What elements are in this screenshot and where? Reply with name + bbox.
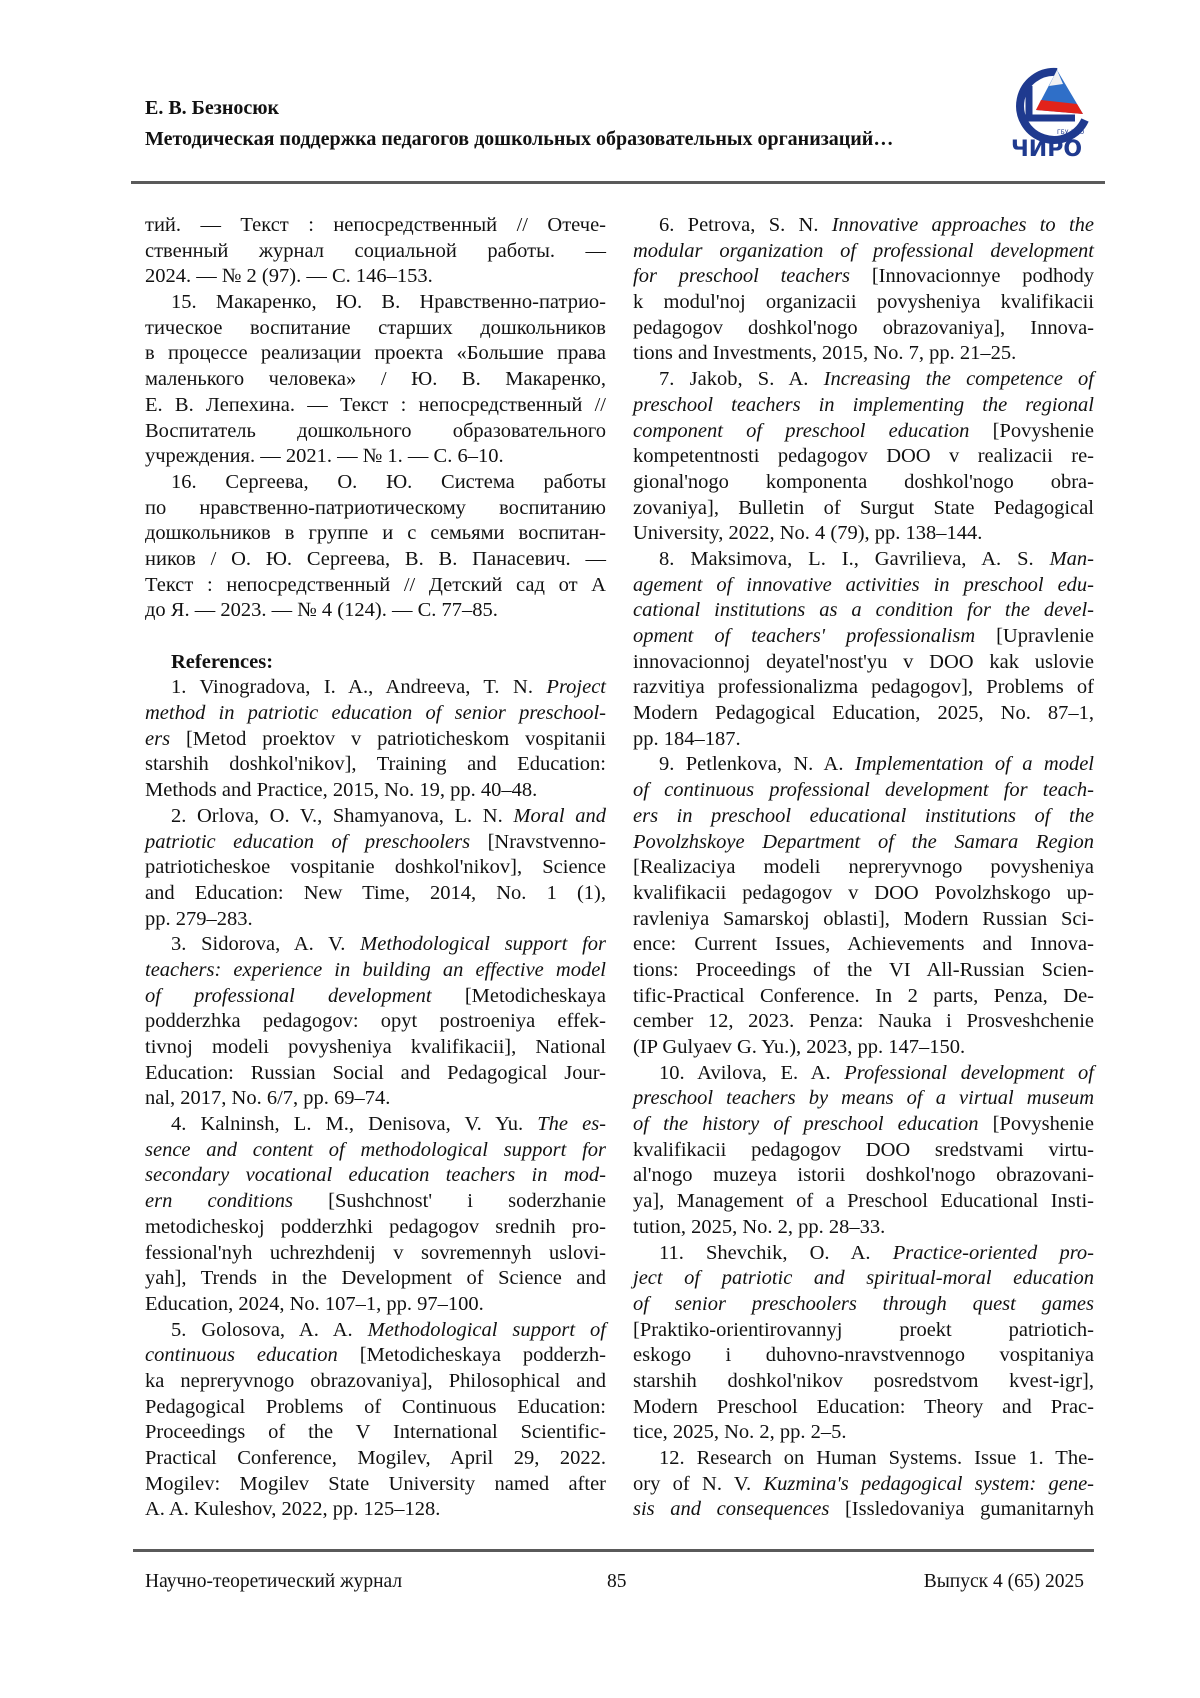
roman-text: 7. Jakob, S. A. [659,368,824,390]
roman-text: [Innovacionnye podhody [850,265,1094,287]
roman-text: Е. В. Лепехина. — Текст : непосредственный // [145,394,606,416]
roman-text: дошкольников в группе и с семьями воспитан- [145,522,606,544]
text-line [145,598,606,624]
italic-title: teachers: experience in building an effective model [145,959,606,981]
text-line [633,1009,1094,1035]
italic-title: Practice-oriented pro- [893,1242,1094,1264]
roman-text: ory of N. V. [633,1473,763,1495]
roman-text: (IP Gulyaev G. Yu.), 2023, pp. 147–150. [633,1036,965,1058]
text-line [633,444,1094,470]
text-line [633,1163,1094,1189]
text-line [633,932,1094,958]
text-line [633,855,1094,881]
italic-title: Innovative approaches to the [832,214,1094,236]
text-line [633,830,1094,856]
italic-title: Kuzmina's pedagogical system: gene- [763,1473,1094,1495]
text-line [145,393,606,419]
text-line [145,341,606,367]
text-line [145,419,606,445]
text-line [633,1369,1094,1395]
roman-text: patrioticheskoe vospitanie doshkol'nikov], Science [145,856,606,878]
text-line [633,393,1094,419]
text-line [633,470,1094,496]
page-number: 85 [607,1571,627,1593]
roman-text: [Upravlenie [975,625,1094,647]
text-line [145,984,606,1010]
roman-text: 10. Avilova, E. A. [659,1062,844,1084]
text-line [145,1215,606,1241]
text-line [633,1086,1094,1112]
roman-text: pedagogov doshkol'nogo obrazovaniya], Innova- [633,317,1094,339]
reference-entry [145,804,606,932]
roman-text: Education, 2024, No. 107–1, pp. 97–100. [145,1293,484,1315]
text-line [633,419,1094,445]
text-line [145,881,606,907]
italic-title: preschool teachers by means of a virtual museum [633,1087,1094,1109]
reference-entry [633,213,1094,367]
text-line [145,1266,606,1292]
italic-title: sence and content of methodological support for [145,1139,606,1161]
text-line [633,1061,1094,1087]
italic-title: Povolzhskoye Department of the Samara Region [633,831,1094,853]
text-line [145,932,606,958]
text-line [633,1472,1094,1498]
roman-text: ственный журнал социальной работы. — [145,240,606,262]
italic-title: of the history of preschool education [633,1113,979,1135]
italic-title: sis and consequences [633,1498,829,1520]
text-line [633,264,1094,290]
roman-text: 12. Research on Human Systems. Issue 1. The- [659,1447,1094,1469]
chiro-logo-icon [1005,64,1095,159]
text-line [633,1420,1094,1446]
reference-entry [145,470,606,624]
roman-text: eskogo i duhovno-nravstvennogo vospitaniya [633,1344,1094,1366]
roman-text: 2. Orlova, O. V., Shamyanova, L. N. [171,805,513,827]
text-line [145,804,606,830]
roman-text: gional'nogo komponenta doshkol'nogo obra- [633,471,1094,493]
text-line [145,778,606,804]
roman-text: kvalifikacii pedagogov DOO sredstvami virtu- [633,1139,1094,1161]
text-line [633,521,1094,547]
text-line [145,1318,606,1344]
italic-title: Methodological support of [368,1319,606,1341]
text-line [633,778,1094,804]
italic-title: The es- [537,1113,606,1135]
roman-text: Воспитатель дошкольного образовательного [145,420,606,442]
text-line [145,727,606,753]
text-line [145,1369,606,1395]
chiro-logo [1005,64,1095,159]
text-line [633,341,1094,367]
roman-text: kvalifikacii pedagogov v DOO Povolzhskogo up- [633,882,1094,904]
header-divider [131,181,1105,184]
text-line [633,598,1094,624]
roman-text: [Metodicheskaya podderzh- [338,1344,606,1366]
text-line [145,1061,606,1087]
roman-text: Methods and Practice, 2015, No. 19, pp. 40–48. [145,779,537,801]
roman-text: ence: Current Issues, Achievements and Innova- [633,933,1094,955]
italic-title: ers [145,728,170,750]
text-line [633,727,1094,753]
footer-issue: Выпуск 4 (65) 2025 [924,1571,1084,1593]
text-line [145,1189,606,1215]
italic-title: method in patriotic education of senior preschool- [145,702,606,724]
roman-text: Proceedings of the V International Scientific- [145,1421,606,1443]
italic-title: component of preschool education [633,420,969,442]
text-line [145,1138,606,1164]
text-line [145,239,606,265]
text-line [633,367,1094,393]
roman-text: 2024. — № 2 (97). — С. 146–153. [145,265,433,287]
reference-entry [633,1241,1094,1447]
text-line [633,1215,1094,1241]
text-line [633,752,1094,778]
roman-text: Education: Russian Social and Pedagogical Jour- [145,1062,606,1084]
italic-title: for preschool teachers [633,265,850,287]
text-line [633,624,1094,650]
roman-text: тическое воспитание старших дошкольников [145,317,606,339]
italic-title: Implementation of a model [855,753,1094,775]
text-line [633,213,1094,239]
italic-title: opment of teachers' professionalism [633,625,975,647]
roman-text: [Sushchnost' i soderzhanie [293,1190,606,1212]
text-line [145,521,606,547]
roman-text: tions and Investments, 2015, No. 7, pp. 21–25. [633,342,1016,364]
reference-entry [633,547,1094,753]
text-line [145,1395,606,1421]
text-line [633,958,1094,984]
roman-text: маленького человека» / Ю. В. Макаренко, [145,368,606,390]
left-column [145,213,606,1523]
logo-small-text: ГБУ ДПО [1057,129,1085,136]
roman-text: [Metod proektov v patrioticheskom vospitanii [170,728,606,750]
text-line [633,1112,1094,1138]
roman-text: 3. Sidorova, A. V. [171,933,360,955]
reference-entry [633,1061,1094,1241]
text-line [633,1189,1094,1215]
roman-text: yah], Trends in the Development of Science and [145,1267,606,1289]
text-line [145,264,606,290]
text-line [633,984,1094,1010]
italic-title: of professional development [145,985,432,1007]
text-line [145,547,606,573]
text-line [145,213,606,239]
text-line [633,881,1094,907]
roman-text: 16. Сергеева, О. Ю. Система работы [171,471,606,493]
roman-text: nal, 2017, No. 6/7, pp. 69–74. [145,1087,390,1109]
roman-text: [Praktiko-orientirovannyj proekt patriotich- [633,1319,1094,1341]
text-line [633,547,1094,573]
text-line [145,907,606,933]
roman-text: zovaniya], Bulletin of Surgut State Pedagogical [633,497,1094,519]
text-line [633,675,1094,701]
text-line [145,752,606,778]
italic-title: continuous education [145,1344,338,1366]
roman-text: 1. Vinogradova, I. A., Andreeva, T. N. [171,676,546,698]
text-line [633,290,1094,316]
text-line [633,239,1094,265]
roman-text: [Povyshenie [969,420,1094,442]
italic-title: modular organization of professional development [633,240,1094,262]
text-line [633,1292,1094,1318]
roman-text: 15. Макаренко, Ю. В. Нравственно-патрио- [171,291,606,313]
roman-text: tivnoj modeli povysheniya kvalifikacii], National [145,1036,606,1058]
reference-entry [145,1318,606,1524]
roman-text: tific-Practical Conference. In 2 parts, Penza, De- [633,985,1094,1007]
text-line [633,1241,1094,1267]
text-line [145,1086,606,1112]
roman-text: [Povyshenie [979,1113,1095,1135]
roman-text: 9. Petlenkova, N. A. [659,753,855,775]
text-line [145,830,606,856]
italic-title: ject of patriotic and spiritual-moral education [633,1267,1094,1289]
blank-line [145,624,606,650]
roman-text: 5. Golosova, A. A. [171,1319,368,1341]
text-line [145,1472,606,1498]
text-line [145,958,606,984]
text-line [633,496,1094,522]
text-line [633,1395,1094,1421]
text-line [145,444,606,470]
roman-text: pp. 184–187. [633,728,741,750]
roman-text: and Education: New Time, 2014, No. 1 (1), [145,882,606,904]
roman-text: 8. Maksimova, L. I., Gavrilieva, A. S. [659,548,1050,570]
text-line [145,855,606,881]
roman-text: ravleniya Samarskoj oblasti], Modern Russian Sci- [633,908,1094,930]
text-line [633,573,1094,599]
text-line [145,573,606,599]
italic-title: ern conditions [145,1190,293,1212]
roman-text: 6. Petrova, S. N. [659,214,832,236]
italic-title: Methodological support for [360,933,606,955]
roman-text: cember 12, 2023. Penza: Nauka i Prosveshchenie [633,1010,1094,1032]
roman-text: [Realizaciya modeli nepreryvnogo povysheniya [633,856,1094,878]
italic-title: Increasing the competence of [824,368,1094,390]
roman-text: razvitiya professionalizma pedagogov], Problems of [633,676,1094,698]
roman-text: tice, 2025, No. 2, pp. 2–5. [633,1421,847,1443]
text-line [145,1009,606,1035]
italic-title: Moral and [513,805,606,827]
text-line [633,1138,1094,1164]
text-line [633,1035,1094,1061]
roman-text: в процессе реализации проекта «Большие права [145,342,606,364]
roman-text: University, 2022, No. 4 (79), pp. 138–144. [633,522,982,544]
roman-text: A. A. Kuleshov, 2022, pp. 125–128. [145,1498,440,1520]
roman-text: k modul'noj organizacii povysheniya kvalifikacii [633,291,1094,313]
reference-entry [145,932,606,1112]
roman-text: 11. Shevchik, O. A. [659,1242,893,1264]
roman-text: 4. Kalninsh, L. M., Denisova, V. Yu. [171,1113,537,1135]
italic-title: preschool teachers in implementing the regional [633,394,1094,416]
reference-entry [145,1112,606,1318]
text-line [633,1266,1094,1292]
roman-text: [Metodicheskaya [432,985,606,1007]
continued-reference [145,213,606,290]
italic-title: Project [546,676,606,698]
running-header-title: Методическая поддержка педагогов дошкольных образовательных организаций… [145,128,893,151]
text-line [633,650,1094,676]
italic-title: Man- [1050,548,1094,570]
text-line [145,1446,606,1472]
text-line [633,804,1094,830]
italic-title: Professional development of [844,1062,1094,1084]
roman-text: ya], Management of a Preschool Educational Insti- [633,1190,1094,1212]
roman-text: учреждения. — 2021. — № 1. — С. 6–10. [145,445,504,467]
roman-text: ka nepreryvnogo obrazovaniya], Philosophical and [145,1370,606,1392]
roman-text: starshih doshkol'nikov], Training and Education: [145,753,606,775]
logo-name: ЧИРО [1011,137,1082,159]
text-line [633,1343,1094,1369]
roman-text: Modern Pedagogical Education, 2025, No. 87–1, [633,702,1094,724]
text-line [633,701,1094,727]
italic-title: ers in preschool educational institutions of the [633,805,1094,827]
text-line [145,496,606,522]
references-heading: References: [145,650,606,676]
roman-text: fessional'nyh uchrezhdenij v sovremennyh uslovi- [145,1242,606,1264]
text-line [145,1163,606,1189]
text-line [145,1420,606,1446]
roman-text: Modern Preschool Education: Theory and Prac- [633,1396,1094,1418]
roman-text: Mogilev: Mogilev State University named after [145,1473,606,1495]
text-line [633,1497,1094,1523]
roman-text: Текст : непосредственный // Детский сад от А [145,574,606,596]
text-line [145,290,606,316]
text-line [633,1446,1094,1472]
reference-entry [145,290,606,470]
reference-entry [633,752,1094,1060]
text-line [633,907,1094,933]
running-header-author: Е. В. Безносюк [145,97,279,120]
roman-text: podderzhka pedagogov: opyt postroeniya effek- [145,1010,606,1032]
roman-text: по нравственно-патриотическому воспитанию [145,497,606,519]
italic-title: secondary vocational education teachers in mod- [145,1164,606,1186]
roman-text: до Я. — 2023. — № 4 (124). — С. 77–85. [145,599,498,621]
text-line [145,367,606,393]
italic-title: agement of innovative activities in preschool edu- [633,574,1094,596]
roman-text: innovacionnoj deyatel'nost'yu v DOO kak uslovie [633,651,1094,673]
right-column [633,213,1094,1523]
roman-text: starshih doshkol'nikov posredstvom kvest-igr], [633,1370,1094,1392]
text-line [145,1112,606,1138]
roman-text: tions: Proceedings of the VI All-Russian Scien- [633,959,1094,981]
roman-text: ников / О. Ю. Сергеева, В. В. Панасевич. — [145,548,606,570]
text-line [633,1318,1094,1344]
italic-title: of continuous professional development for teach- [633,779,1094,801]
text-line [633,316,1094,342]
text-line [145,675,606,701]
roman-text: [Nravstvenno- [470,831,606,853]
text-line [145,701,606,727]
italic-title: cational institutions as a condition for the devel- [633,599,1094,621]
text-line [145,1343,606,1369]
roman-text: al'nogo muzeya istorii doshkol'nogo obrazovani- [633,1164,1094,1186]
text-line [145,1497,606,1523]
text-line [145,470,606,496]
roman-text: тий. — Текст : непосредственный // Отече- [145,214,606,236]
italic-title: of senior preschoolers through quest games [633,1293,1094,1315]
reference-entry [633,367,1094,547]
roman-text: kompetentnosti pedagogov DOO v realizacii re- [633,445,1094,467]
reference-entry [633,1446,1094,1523]
reference-entry [145,675,606,803]
roman-text: Practical Conference, Mogilev, April 29, 2022. [145,1447,606,1469]
roman-text: tution, 2025, No. 2, pp. 28–33. [633,1216,885,1238]
italic-title: patriotic education of preschoolers [145,831,470,853]
roman-text: metodicheskoj podderzhki pedagogov srednih pro- [145,1216,606,1238]
footer-divider [133,1549,1094,1552]
text-line [145,1241,606,1267]
text-line [145,1292,606,1318]
roman-text: pp. 279–283. [145,908,253,930]
text-line [145,1035,606,1061]
roman-text: [Issledovaniya gumanitarnyh [829,1498,1094,1520]
footer-journal-name: Научно-теоретический журнал [145,1571,402,1593]
roman-text: Pedagogical Problems of Continuous Education: [145,1396,606,1418]
text-line [145,316,606,342]
